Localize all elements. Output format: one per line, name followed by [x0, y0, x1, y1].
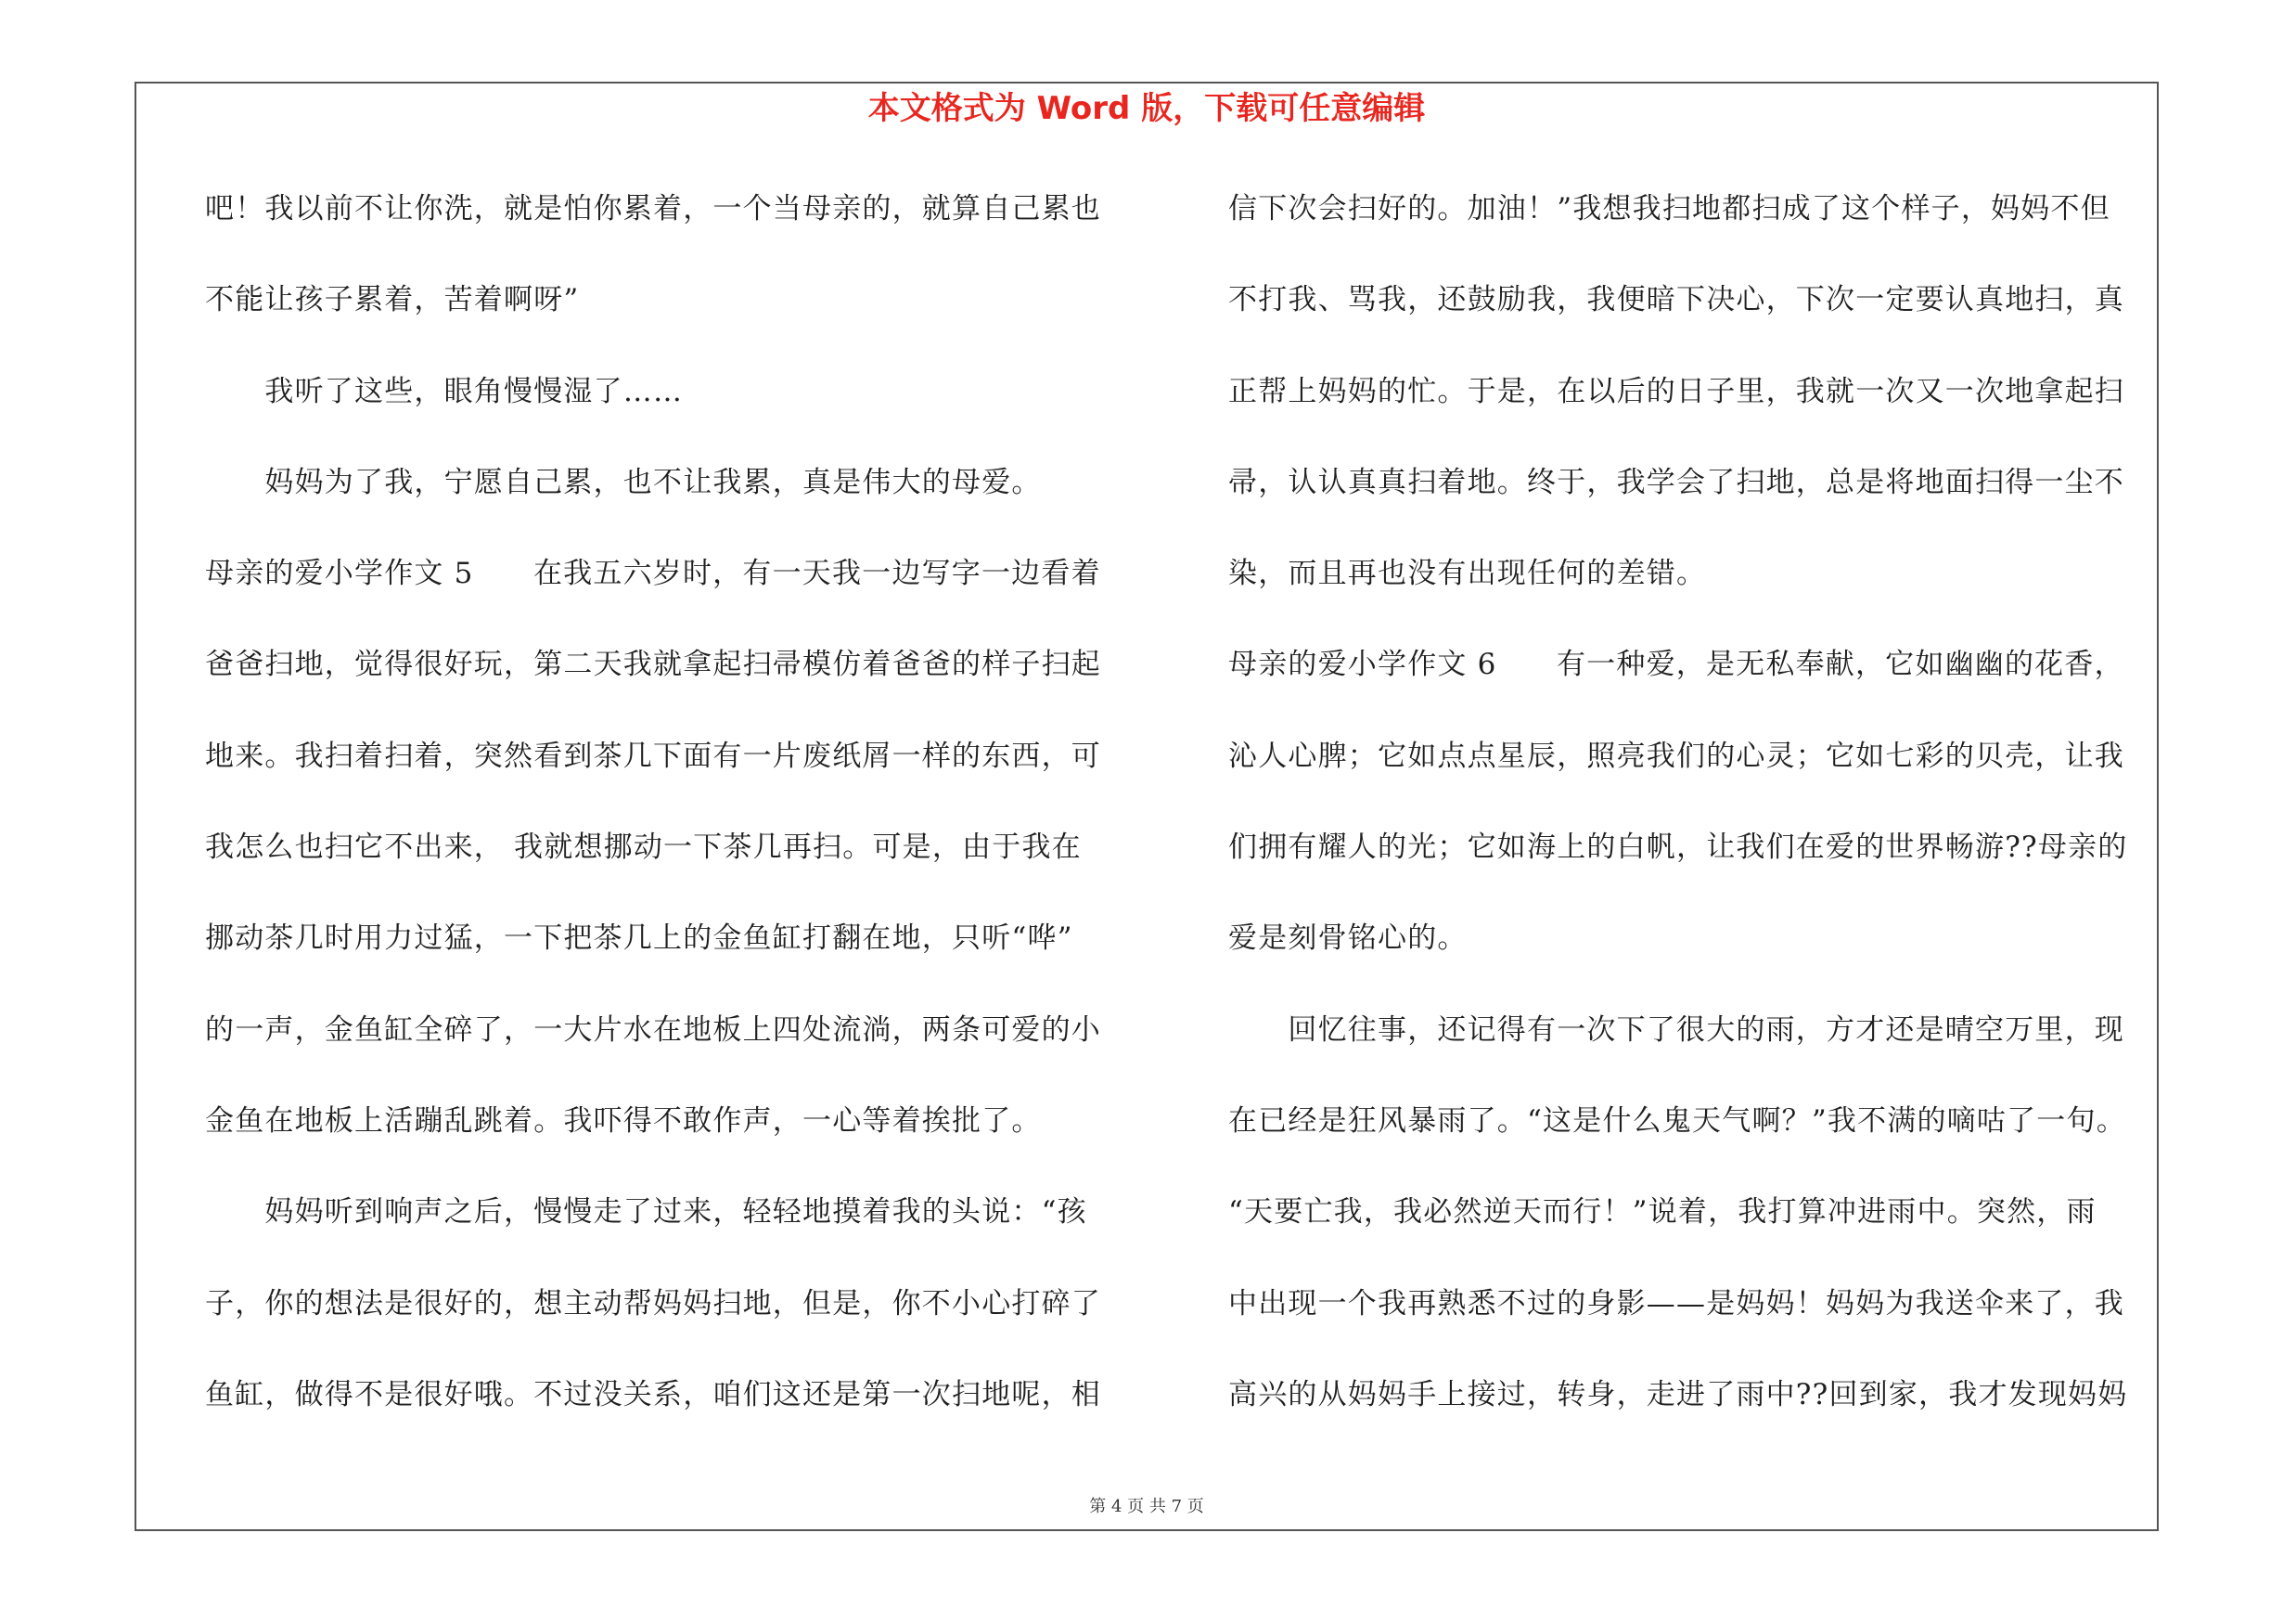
text-line: 的一声，金鱼缸全碎了，一大片水在地板上四处流淌，两条可爱的小 [205, 1012, 1101, 1047]
text-line: 高兴的从妈妈手上接过，转身，走进了雨中??回到家，我才发现妈妈 [1228, 1377, 2128, 1411]
text-line: 沁人心脾；它如点点星辰，照亮我们的心灵；它如七彩的贝壳，让我 [1228, 739, 2124, 773]
text-line: 中出现一个我再熟悉不过的身影——是妈妈！妈妈为我送伞来了，我 [1228, 1286, 2124, 1320]
text-line: 在已经是狂风暴雨了。“这是什么鬼天气啊？”我不满的嘀咕了一句。 [1228, 1103, 2126, 1138]
right-column [1228, 181, 2156, 1458]
text-line: 子，你的想法是很好的，想主动帮妈妈扫地，但是，你不小心打碎了 [205, 1286, 1101, 1320]
page-number: 第 4 页 共 7 页 [1089, 1497, 1204, 1516]
text-line: 不能让孩子累着，苦着啊呀” [205, 283, 580, 317]
text-line: 地来。我扫着扫着，突然看到茶几下面有一片废纸屑一样的东西，可 [205, 739, 1101, 773]
text-line: 回忆往事，还记得有一次下了很大的雨，方才还是晴空万里，现 [1228, 1012, 2124, 1047]
text-line: 妈妈为了我，宁愿自己累，也不让我累，真是伟大的母爱。 [205, 465, 1042, 499]
text-line: 爸爸扫地，觉得很好玩，第二天我就拿起扫帚模仿着爸爸的样子扫起 [205, 648, 1101, 682]
text-line: 吧！我以前不让你洗，就是怕你累着，一个当母亲的，就算自己累也 [205, 192, 1101, 225]
text-line: “天要亡我，我必然逆天而行！”说着，我打算冲进雨中。突然，雨 [1228, 1195, 2097, 1230]
text-line: 母亲的爱小学作文 6 有一种爱，是无私奉献，它如幽幽的花香， [1228, 648, 2124, 682]
text-line: 妈妈听到响声之后，慢慢走了过来，轻轻地摸着我的头说：“孩 [205, 1195, 1087, 1230]
text-line: 帚，认认真真扫着地。终于，我学会了扫地，总是将地面扫得一尘不 [1228, 465, 2124, 499]
text-line: 鱼缸，做得不是很好哦。不过没关系，咱们这还是第一次扫地呢，相 [205, 1377, 1101, 1411]
text-line: 母亲的爱小学作文 5 在我五六岁时，有一天我一边写字一边看着 [205, 557, 1101, 591]
text-line: 们拥有耀人的光；它如海上的白帆，让我们在爱的世界畅游??母亲的 [1228, 831, 2128, 865]
text-line: 金鱼在地板上活蹦乱跳着。我吓得不敢作声，一心等着挨批了。 [205, 1103, 1042, 1138]
left-column [205, 181, 1133, 1458]
text-line: 染，而且再也没有出现任何的差错。 [1228, 557, 1707, 591]
text-line: 挪动茶几时用力过猛，一下把茶几上的金鱼缸打翻在地，只听“哗” [205, 921, 1073, 956]
text-line: 爱是刻骨铭心的。 [1228, 921, 1468, 956]
text-line: 正帮上妈妈的忙。于是，在以后的日子里，我就一次又一次地拿起扫 [1228, 374, 2124, 408]
text-line: 信下次会扫好的。加油！”我想我扫地都扫成了这个样子，妈妈不但 [1228, 192, 2110, 225]
document-banner: 本文格式为 Word 版，下载可任意编辑 [867, 90, 1426, 127]
text-line: 不打我、骂我，还鼓励我，我便暗下决心，下次一定要认真地扫，真 [1228, 283, 2124, 317]
text-line: 我听了这些，眼角慢慢湿了…… [205, 374, 684, 408]
text-line: 我怎么也扫它不出来， 我就想挪动一下茶几再扫。可是，由于我在 [205, 831, 1082, 865]
